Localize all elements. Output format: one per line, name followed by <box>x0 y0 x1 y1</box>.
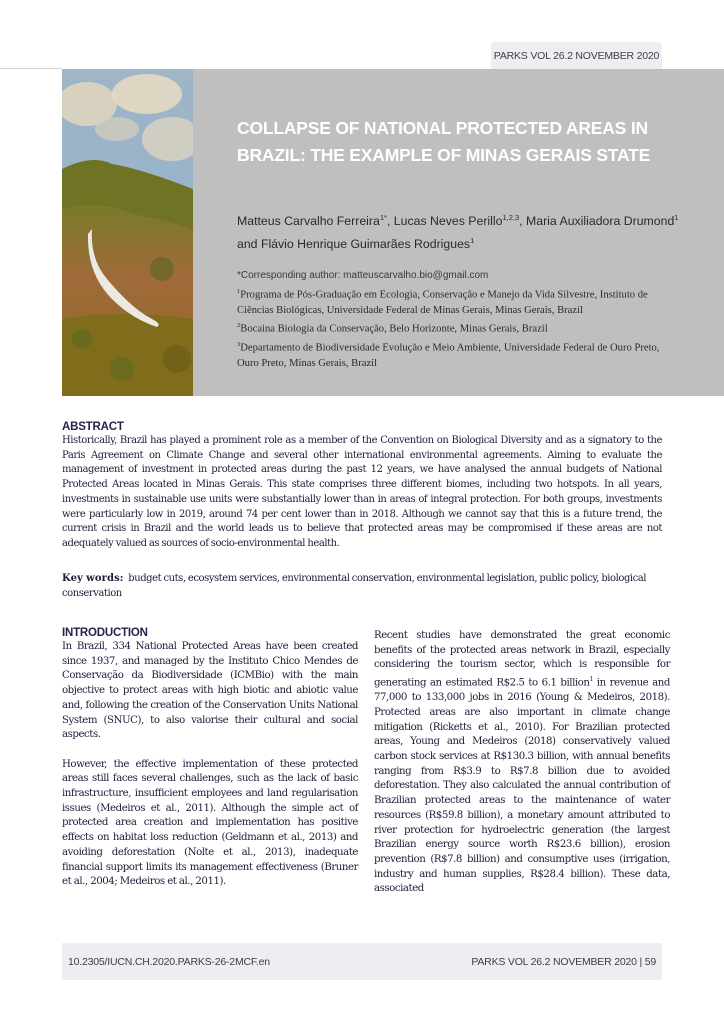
corresponding-author[interactable]: *Corresponding author: matteuscarvalho.bio@gmail.com <box>237 270 489 281</box>
page-footer <box>62 943 662 980</box>
journal-issue-tab <box>491 42 662 69</box>
author-separator: , <box>386 214 394 229</box>
cover-photo <box>62 69 193 396</box>
journal-page-label: PARKS VOL 26.2 NOVEMBER 2020 | 59 <box>471 955 656 968</box>
affiliation-item <box>237 318 667 337</box>
author-name: Flávio Henrique Guimarães Rodrigues <box>260 237 471 252</box>
affiliation-number: 1 <box>237 287 241 295</box>
intro-paragraph: However, the effective implementation of these protected areas still faces several challenges, such as the lack of basic infrastructure, insufficient employees and land regularisation issues (Medeiros et al., 2011). Although the simple act of protected area creation and implementation has positive effects on habitat loss reduction (Geldmann et al., 2013) and avoiding deforestation (Nolte et al., 2013), inadequate financial support limits its management effectiveness (Bruner et al., 2004; Medeiros et al., 2011). <box>62 758 358 888</box>
introduction-heading: INTRODUCTION <box>62 627 148 639</box>
author-name: Lucas Neves Perillo <box>393 214 503 229</box>
keywords-label: Key words: <box>62 573 124 584</box>
affiliation-number: 2 <box>237 322 241 330</box>
affiliation-number: 3 <box>237 341 241 349</box>
author-affiliation-marker: 1 <box>470 236 475 246</box>
abstract-section <box>62 421 662 552</box>
affiliations-block <box>237 268 667 372</box>
paragraph-text: in revenue and 77,000 to 133,000 jobs in 2016 (Young & Medeiros, 2018). Protected areas are also important in climate change mitigation (Ricketts et al., 2010). For Brazilian protected areas, Young and Medeiros (2018) conservatively valued carbon stock services at R$130.3 billion, with annual benefits ranging from R$3.9 to R$7.8 billion due to avoided deforestation. They also calculated the annual contribution of Brazilian protected areas to the maintenance of water resources (R$59.8 billion), a monetary amount attributed to river protection for hydroelectric generation (the largest Brazilian energy source worth R$23.6 billion), erosion prevention (R$7.8 billion) and consumptive uses (irrigation, industry and human supplies, R$28.4 billion). These data, associated <box>374 677 670 895</box>
affiliation-text: Programa de Pós-Graduação em Ecologia, Conservação e Manejo da Vida Silvestre, Instituto de Ciências Biológicas, Universidade Federal de Minas Gerais, Minas Gerais, Brazil <box>237 289 648 316</box>
author-separator: and <box>237 237 261 252</box>
author-name: Maria Auxiliadora Drumond <box>526 214 675 229</box>
left-column <box>62 627 358 890</box>
footnote-marker[interactable]: 1 <box>589 676 593 684</box>
author-separator: , <box>519 214 526 229</box>
keywords-text: budget cuts, ecosystem services, environmental conservation, environmental legislation, public policy, biological conservation <box>62 573 647 599</box>
article-title: COLLAPSE OF NATIONAL PROTECTED AREAS IN BRAZIL: THE EXAMPLE OF MINAS GERAIS STATE <box>237 118 651 165</box>
waterfall-photo-image <box>62 69 193 396</box>
paragraph-text: Recent studies have demonstrated the great economic benefits of the protected areas network in Brazil, especially considering the tourism sector, which is responsible for generating an estimated R$2.5 to 6.1 billion <box>374 630 670 689</box>
affiliation-text: Departamento de Biodiversidade Evolução e Meio Ambiente, Universidade Federal de Ouro Preto, Ouro Preto, Minas Gerais, Brazil <box>237 342 660 370</box>
journal-issue-label: PARKS VOL 26.2 NOVEMBER 2020 <box>493 49 660 62</box>
author-affiliation-marker: 1 <box>674 213 679 222</box>
author-list <box>237 208 687 254</box>
affiliation-text: Bocaina Biologia da Conservação, Belo Horizonte, Minas Gerais, Brazil <box>240 323 548 335</box>
affiliation-item <box>237 337 667 372</box>
header-rule <box>0 68 62 69</box>
abstract-heading: ABSTRACT <box>62 421 124 433</box>
affiliation-item <box>237 284 667 319</box>
right-column <box>374 629 670 897</box>
doi-link[interactable]: 10.2305/IUCN.CH.2020.PARKS-26-2MCF.en <box>68 955 270 968</box>
keywords <box>62 572 662 601</box>
intro-paragraph <box>374 629 670 897</box>
intro-paragraph: In Brazil, 334 National Protected Areas have been created since 1937, and managed by the Instituto Chico Mendes de Conservação da Biodiversidade (ICMBio) with the main objective to protect areas with high biotic and abiotic value and, following the creation of the Conservation Units National System (SNUC), to also valorise their cultural and social aspects. <box>62 641 358 741</box>
author-affiliation-marker: 1* <box>379 213 387 222</box>
author-name: Matteus Carvalho Ferreira <box>237 214 380 229</box>
abstract-text: Historically, Brazil has played a prominent role as a member of the Convention on Biological Diversity and as a signatory to the Paris Agreement on Climate Change and several other international environmental agreements. Aiming to evaluate the management of investment in protected areas during the past 12 years, we have analysed the annual budgets of National Protected Areas located in Minas Gerais. This state comprises three different biomes, including two hotspots. In all years, investments in sustainable use units were substantially lower than in areas of integral protection. For both groups, investments were particularly low in 2019, around 74 per cent lower than in 2018. Although we cannot say that this is a future trend, the current crisis in Brazil and the world leads us to believe that protected areas may be compromised if these areas are not adequately valued as sources of socio-environmental health. <box>62 435 662 549</box>
author-affiliation-marker: 1,2,3 <box>502 213 520 222</box>
